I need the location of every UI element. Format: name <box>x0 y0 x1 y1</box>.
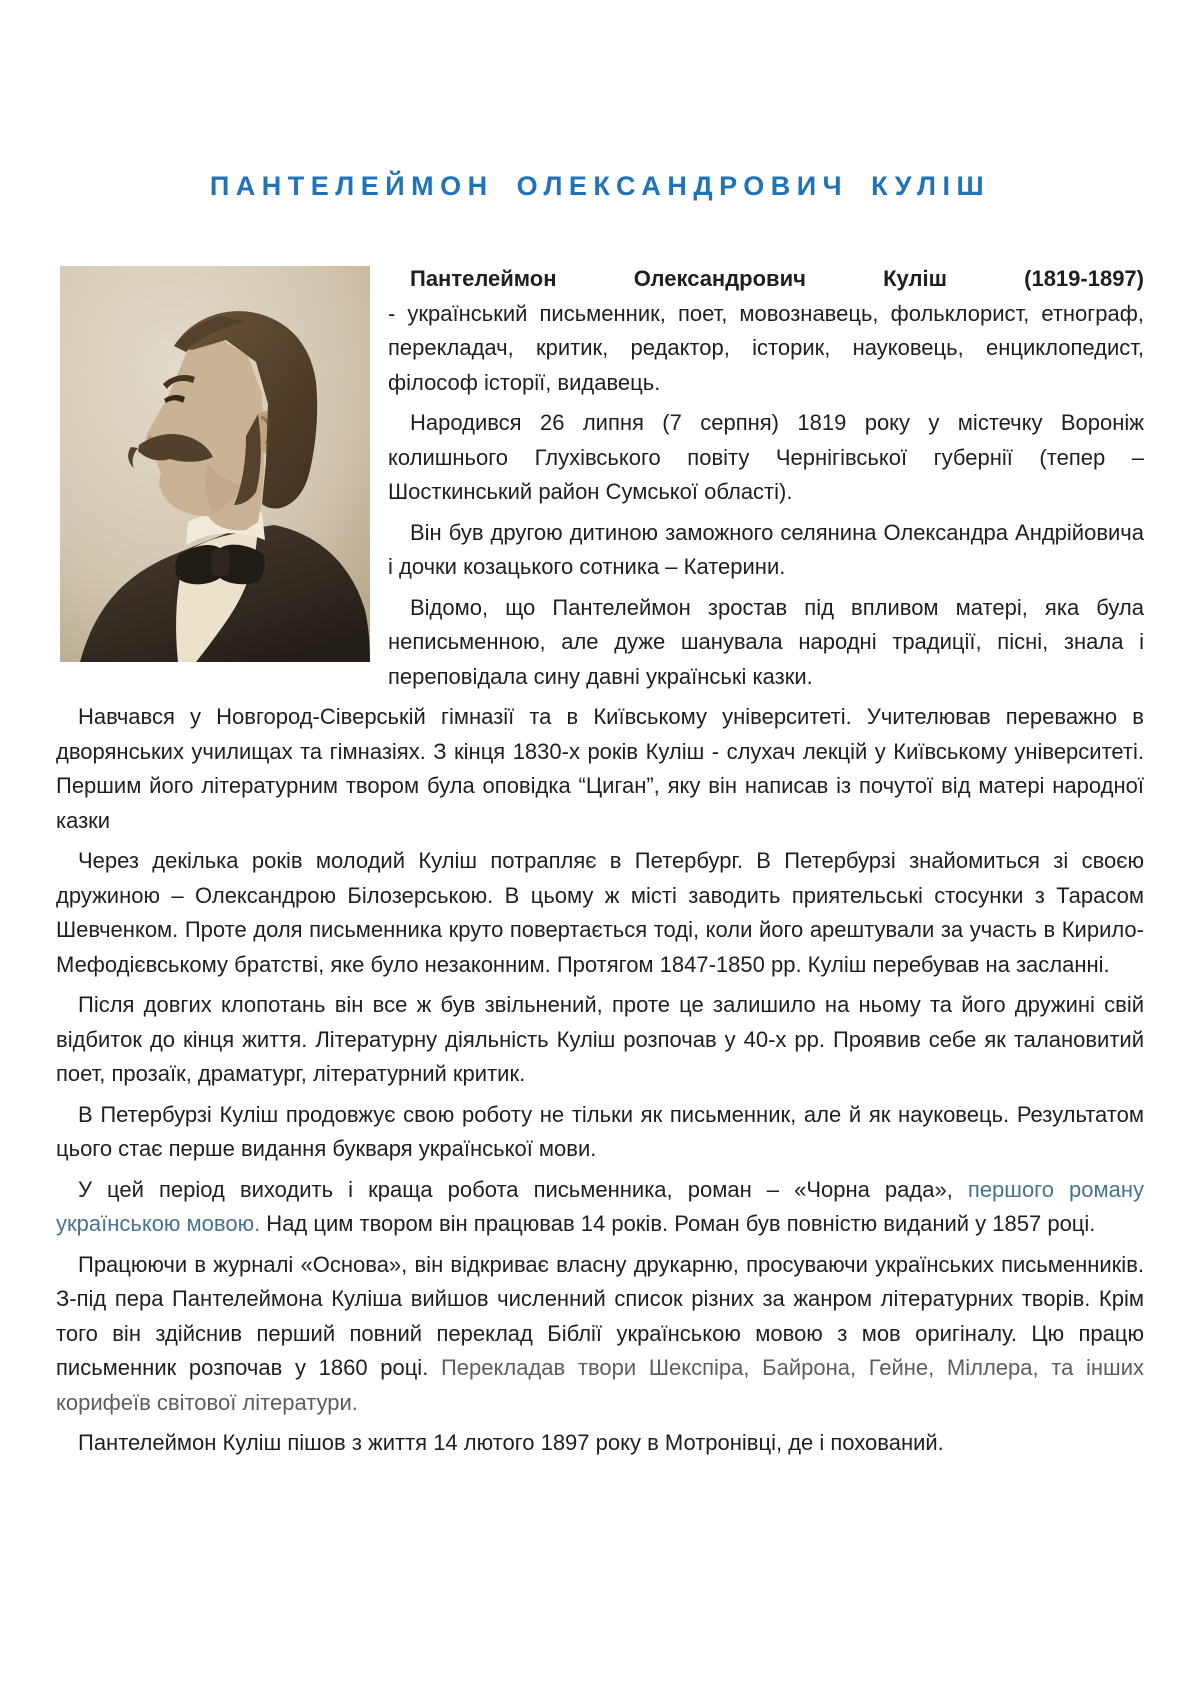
paragraph-family: Він був другою дитиною заможного селянина Олександра Андрійовича і дочки козацького сотника – Катерини. <box>388 519 1144 579</box>
paragraph-mother: Відомо, що Пантелеймон зростав під впливом матері, яка була неписьменною, але дуже шанувала народні традиції, пісні, знала і переповідала сину давні українські казки. <box>388 594 1144 689</box>
first-novel-accent-text: першого роману українською мовою. <box>56 1176 1145 1236</box>
paragraph-petersburg-arrest: Через декілька років молодий Куліш потрапляє в Петербург. В Петербурзі знайомиться зі своєю дружиною – Олександрою Білозерською. В цьому ж місті заводить приятельські стосунки з Тарасом Шевченком. Проте доля письменника круто повертається тоді, коли його арештували за участь в Кирило-Мефодієвському братстві, яке було незаконним. Протягом 1847-1850 рр. Куліш перебував на засланні. <box>56 848 1144 977</box>
lead-name-dates: Пантелеймон Олександрович Куліш (1819-1897) <box>410 266 1144 291</box>
paragraph-release: Після довгих клопотань він все ж був звільнений, проте це залишило на ньому та його дружині свій відбиток до кінця життя. Літературну діяльність Куліш розпочав у 40-х рр. Проявив себе як талановитий поет, прозаїк, драматург, літературний критик. <box>56 992 1144 1086</box>
translations-muted-text: Перекладав твори Шекспіра, Байрона, Гейне, Міллера, та інших корифеїв світової літератури. <box>56 1355 1144 1415</box>
portrait-illustration <box>60 266 370 662</box>
paragraph-chorna-rada <box>56 1173 1144 1242</box>
chorna-rada-text: У цей період виходить і краща робота письменника, роман – «Чорна рада», <box>78 1176 968 1202</box>
paragraph-education: Навчався у Новгород-Сіверській гімназії та в Київському університеті. Учителював переважно в дворянських училищах та гімназіях. З кінця 1830-х років Куліш - слухач лекцій у Київському університеті. Першим його літературним твором була оповідка “Циган”, яку він написав із почутої від матері народної казки <box>56 704 1144 833</box>
article-body <box>56 262 1144 1461</box>
paragraph-primer: В Петербурзі Куліш продовжує свою роботу не тільки як письменник, але й як науковець. Результатом цього стає перше видання букваря української мови. <box>56 1101 1144 1161</box>
osnova-text: Працюючи в журналі «Основа», він відкриває власну друкарню, просуваючи українських письменників. З-під пера Пантелеймона Куліша вийшов численний список різних за жанром літературних творів. Крім того він здійснив перший повний переклад Біблії українською мовою з мов оригіналу. Цю працю письменник розпочав у 1860 році. <box>56 1251 1144 1380</box>
intro-description: - український письменник, поет, мовознавець, фольклорист, етнограф, перекладач, критик, редактор, історик, науковець, енциклопедист, філософ історії, видавець. <box>388 300 1144 395</box>
chorna-rada-continued: Над цим твором він працював 14 років. Роман був повністю виданий у 1857 році. <box>260 1211 1096 1236</box>
paragraph-birth: Народився 26 липня (7 серпня) 1819 року у містечку Вороніж колишнього Глухівського повіту Чернігівської губернії (тепер – Шосткинський район Сумської області). <box>388 410 1144 504</box>
paragraph-osnova-translations <box>56 1248 1144 1421</box>
page-title: ПАНТЕЛЕЙМОН ОЛЕКСАНДРОВИЧ КУЛІШ <box>209 171 991 201</box>
paragraph-death: Пантелеймон Куліш пішов з життя 14 лютого 1897 року в Мотронівці, де і похований. <box>78 1430 944 1455</box>
portrait-photo <box>60 266 370 662</box>
